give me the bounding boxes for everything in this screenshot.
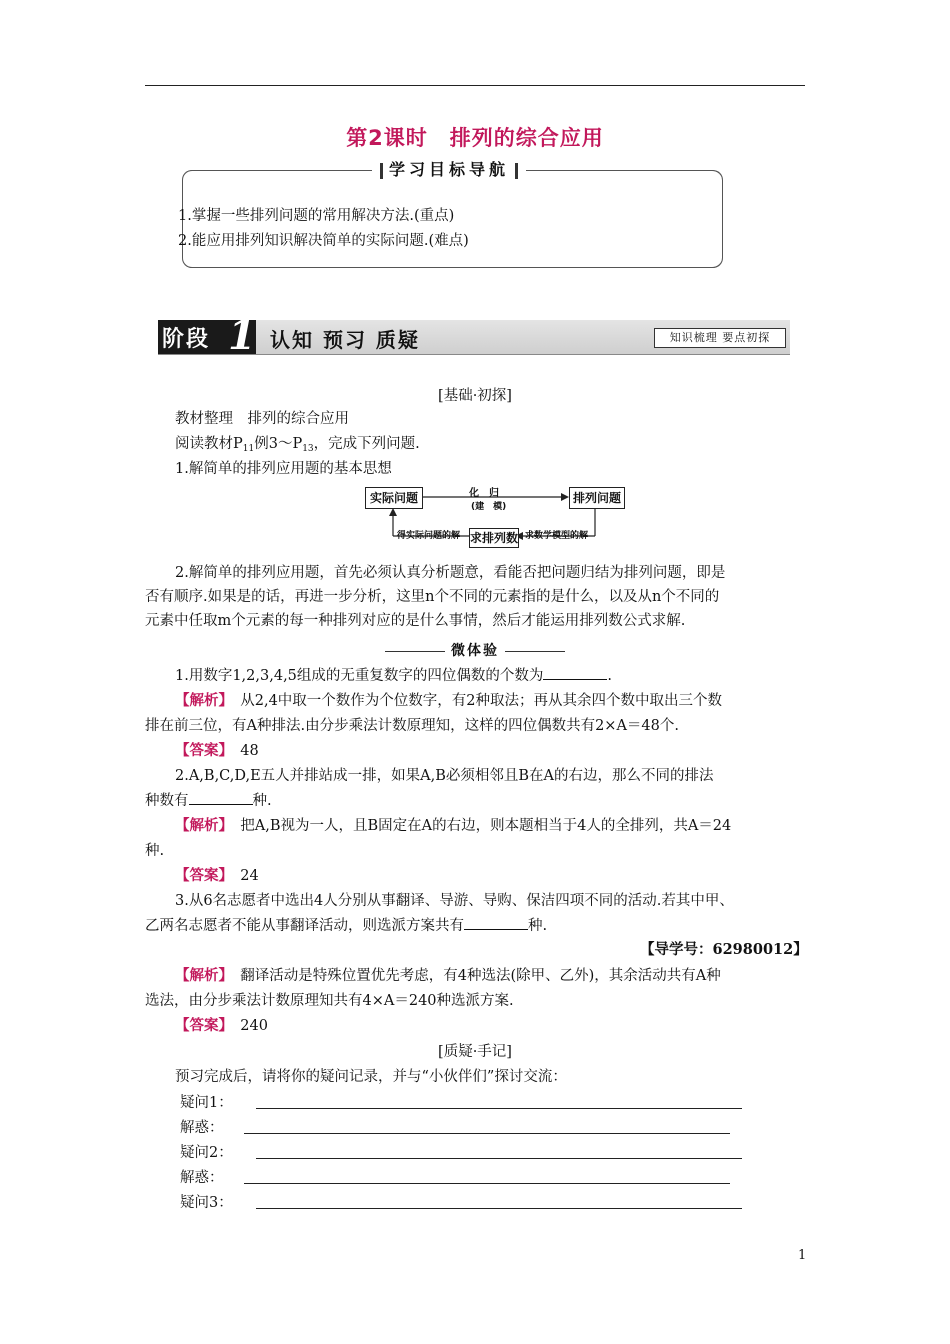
section-notes: [质疑·手记] <box>438 1044 512 1060</box>
top-rule <box>145 85 805 86</box>
micro-label: 微体验 <box>451 643 499 659</box>
box-compute: 求排列数 <box>469 528 519 548</box>
p2-text-b: 种. <box>252 793 272 809</box>
answer-blank <box>464 915 528 930</box>
arrow-label-right: 求数学模型的解 <box>525 531 589 541</box>
note-question-1: 疑问1： <box>180 1095 233 1111</box>
p3-analysis-text: 翻译活动是特殊位置优先考虑，有4种选法(除甲、乙外)，其余活动共有A种 <box>240 968 721 984</box>
answer-tag: 【答案】 <box>175 867 226 884</box>
stage-title: 认知 预习 质疑 <box>270 328 420 352</box>
p3-text-a: 乙两名志愿者不能从事翻译活动，则选派方案共有 <box>145 918 464 934</box>
note-line[interactable] <box>256 1158 742 1159</box>
problem2-analysis-2: 种. <box>145 843 165 859</box>
micro-separator <box>0 640 950 660</box>
page-number: 1 <box>798 1248 807 1263</box>
flow-diagram <box>365 484 625 550</box>
analysis-tag: 【解析】 <box>175 967 226 984</box>
p1-text: 1.用数字1,2,3,4,5组成的无重复数字的四位偶数的个数为 <box>175 668 544 684</box>
problem1-answer <box>145 738 805 764</box>
analysis-tag: 【解析】 <box>175 817 226 834</box>
note-line[interactable] <box>256 1108 742 1109</box>
p1-analysis-text: 从2,4中取一个数作为个位数字，有2种取法；再从其余四个数中取出三个数 <box>240 693 723 709</box>
answer-tag: 【答案】 <box>175 1017 226 1034</box>
problem3-analysis-2: 选法，由分步乘法计数原理知共有4×A＝240种选派方案. <box>145 993 514 1009</box>
item2-line1: 2.解简单的排列应用题，首先必须认真分析题意，看能否把问题归结为排列问题，即是 <box>175 565 726 581</box>
read-part1: 阅读教材P <box>175 436 243 452</box>
section-basic: [基础·初探] <box>438 388 512 404</box>
note-line[interactable] <box>244 1133 730 1134</box>
item2-line2: 否有顺序.如果是的话，再进一步分析，这里n个不同的元素指的是什么，以及从n个不同的 <box>145 589 720 605</box>
item2-line3: 元素中任取m个元素的每一种排列对应的是什么事情，然后才能运用排列数公式求解. <box>145 613 686 629</box>
box-real-problem: 实际问题 <box>365 487 423 509</box>
p2-analysis-text: 把A,B视为一人，且B固定在A的右边，则本题相当于4人的全排列，共A＝24 <box>240 818 732 834</box>
p2-answer-value: 24 <box>240 868 259 884</box>
note-answer-2: 解惑： <box>180 1170 224 1186</box>
p3-text-b: 种. <box>528 918 548 934</box>
p3-answer-value: 240 <box>240 1018 268 1034</box>
stage-tag: 知识梳理 要点初探 <box>654 328 786 348</box>
problem1-analysis-2: 排在前三位，有A种排法.由分步乘法计数原理知，这样的四位偶数共有2×A＝48个. <box>145 718 679 734</box>
textbook-title: 教材整理 排列的综合应用 <box>175 411 349 427</box>
problem2-analysis <box>145 813 805 839</box>
problem2-question-2 <box>145 788 805 814</box>
guide-number: 【导学号：62980012】 <box>640 941 808 958</box>
note-line[interactable] <box>244 1183 730 1184</box>
read-part3: ，完成下列问题. <box>313 436 420 452</box>
note-question-3: 疑问3： <box>180 1195 233 1211</box>
note-question-2: 疑问2： <box>180 1145 233 1161</box>
problem3-question-2 <box>145 913 805 939</box>
problem2-question: 2.A,B,C,D,E五人并排站成一排，如果A,B必须相邻且B在A的右边，那么不同的排法 <box>175 768 714 784</box>
read-part2: 例3～P <box>254 436 303 452</box>
arrow-label-top: 化 归 <box>469 488 499 499</box>
answer-tag: 【答案】 <box>175 742 226 759</box>
problem1-question <box>145 663 805 689</box>
problem3-answer <box>145 1013 805 1039</box>
arrow-label-left: 得实际问题的解 <box>397 531 461 541</box>
problem1-analysis <box>145 688 805 714</box>
notes-intro: 预习完成后，请将你的疑问记录，并与“小伙伴们”探讨交流： <box>175 1069 567 1085</box>
note-line[interactable] <box>256 1208 742 1209</box>
goal-1: 1.掌握一些排列问题的常用解决方法.(重点) <box>178 208 455 224</box>
goals-label-text: 学习目标导航 <box>388 160 509 179</box>
goals-label <box>372 158 526 182</box>
p2-text-a: 种数有 <box>145 793 189 809</box>
p1-end: . <box>607 668 613 684</box>
read-sub2: 13 <box>302 444 314 454</box>
read-sub1: 11 <box>242 444 255 454</box>
box-permutation-problem: 排列问题 <box>569 487 625 509</box>
goals-box-right <box>710 170 723 268</box>
answer-blank <box>189 790 253 805</box>
arrow-label-model: (建 模) <box>471 502 507 512</box>
problem3-analysis <box>145 963 805 989</box>
stage-number: 1 <box>228 312 256 359</box>
p1-answer-value: 48 <box>240 743 259 759</box>
analysis-tag: 【解析】 <box>175 692 226 709</box>
problem3-question: 3.从6名志愿者中选出4人分别从事翻译、导游、导购、保洁四项不同的活动.若其中甲、 <box>175 893 734 909</box>
problem2-answer <box>145 863 805 889</box>
note-answer-1: 解惑： <box>180 1120 224 1136</box>
item1-title: 1.解简单的排列应用题的基本思想 <box>175 461 392 477</box>
goal-2: 2.能应用排列知识解决简单的实际问题.(难点) <box>178 233 469 249</box>
page-title: 第2课时 排列的综合应用 <box>346 126 604 150</box>
answer-blank <box>543 665 607 680</box>
stage-prefix: 阶段 <box>162 327 211 352</box>
